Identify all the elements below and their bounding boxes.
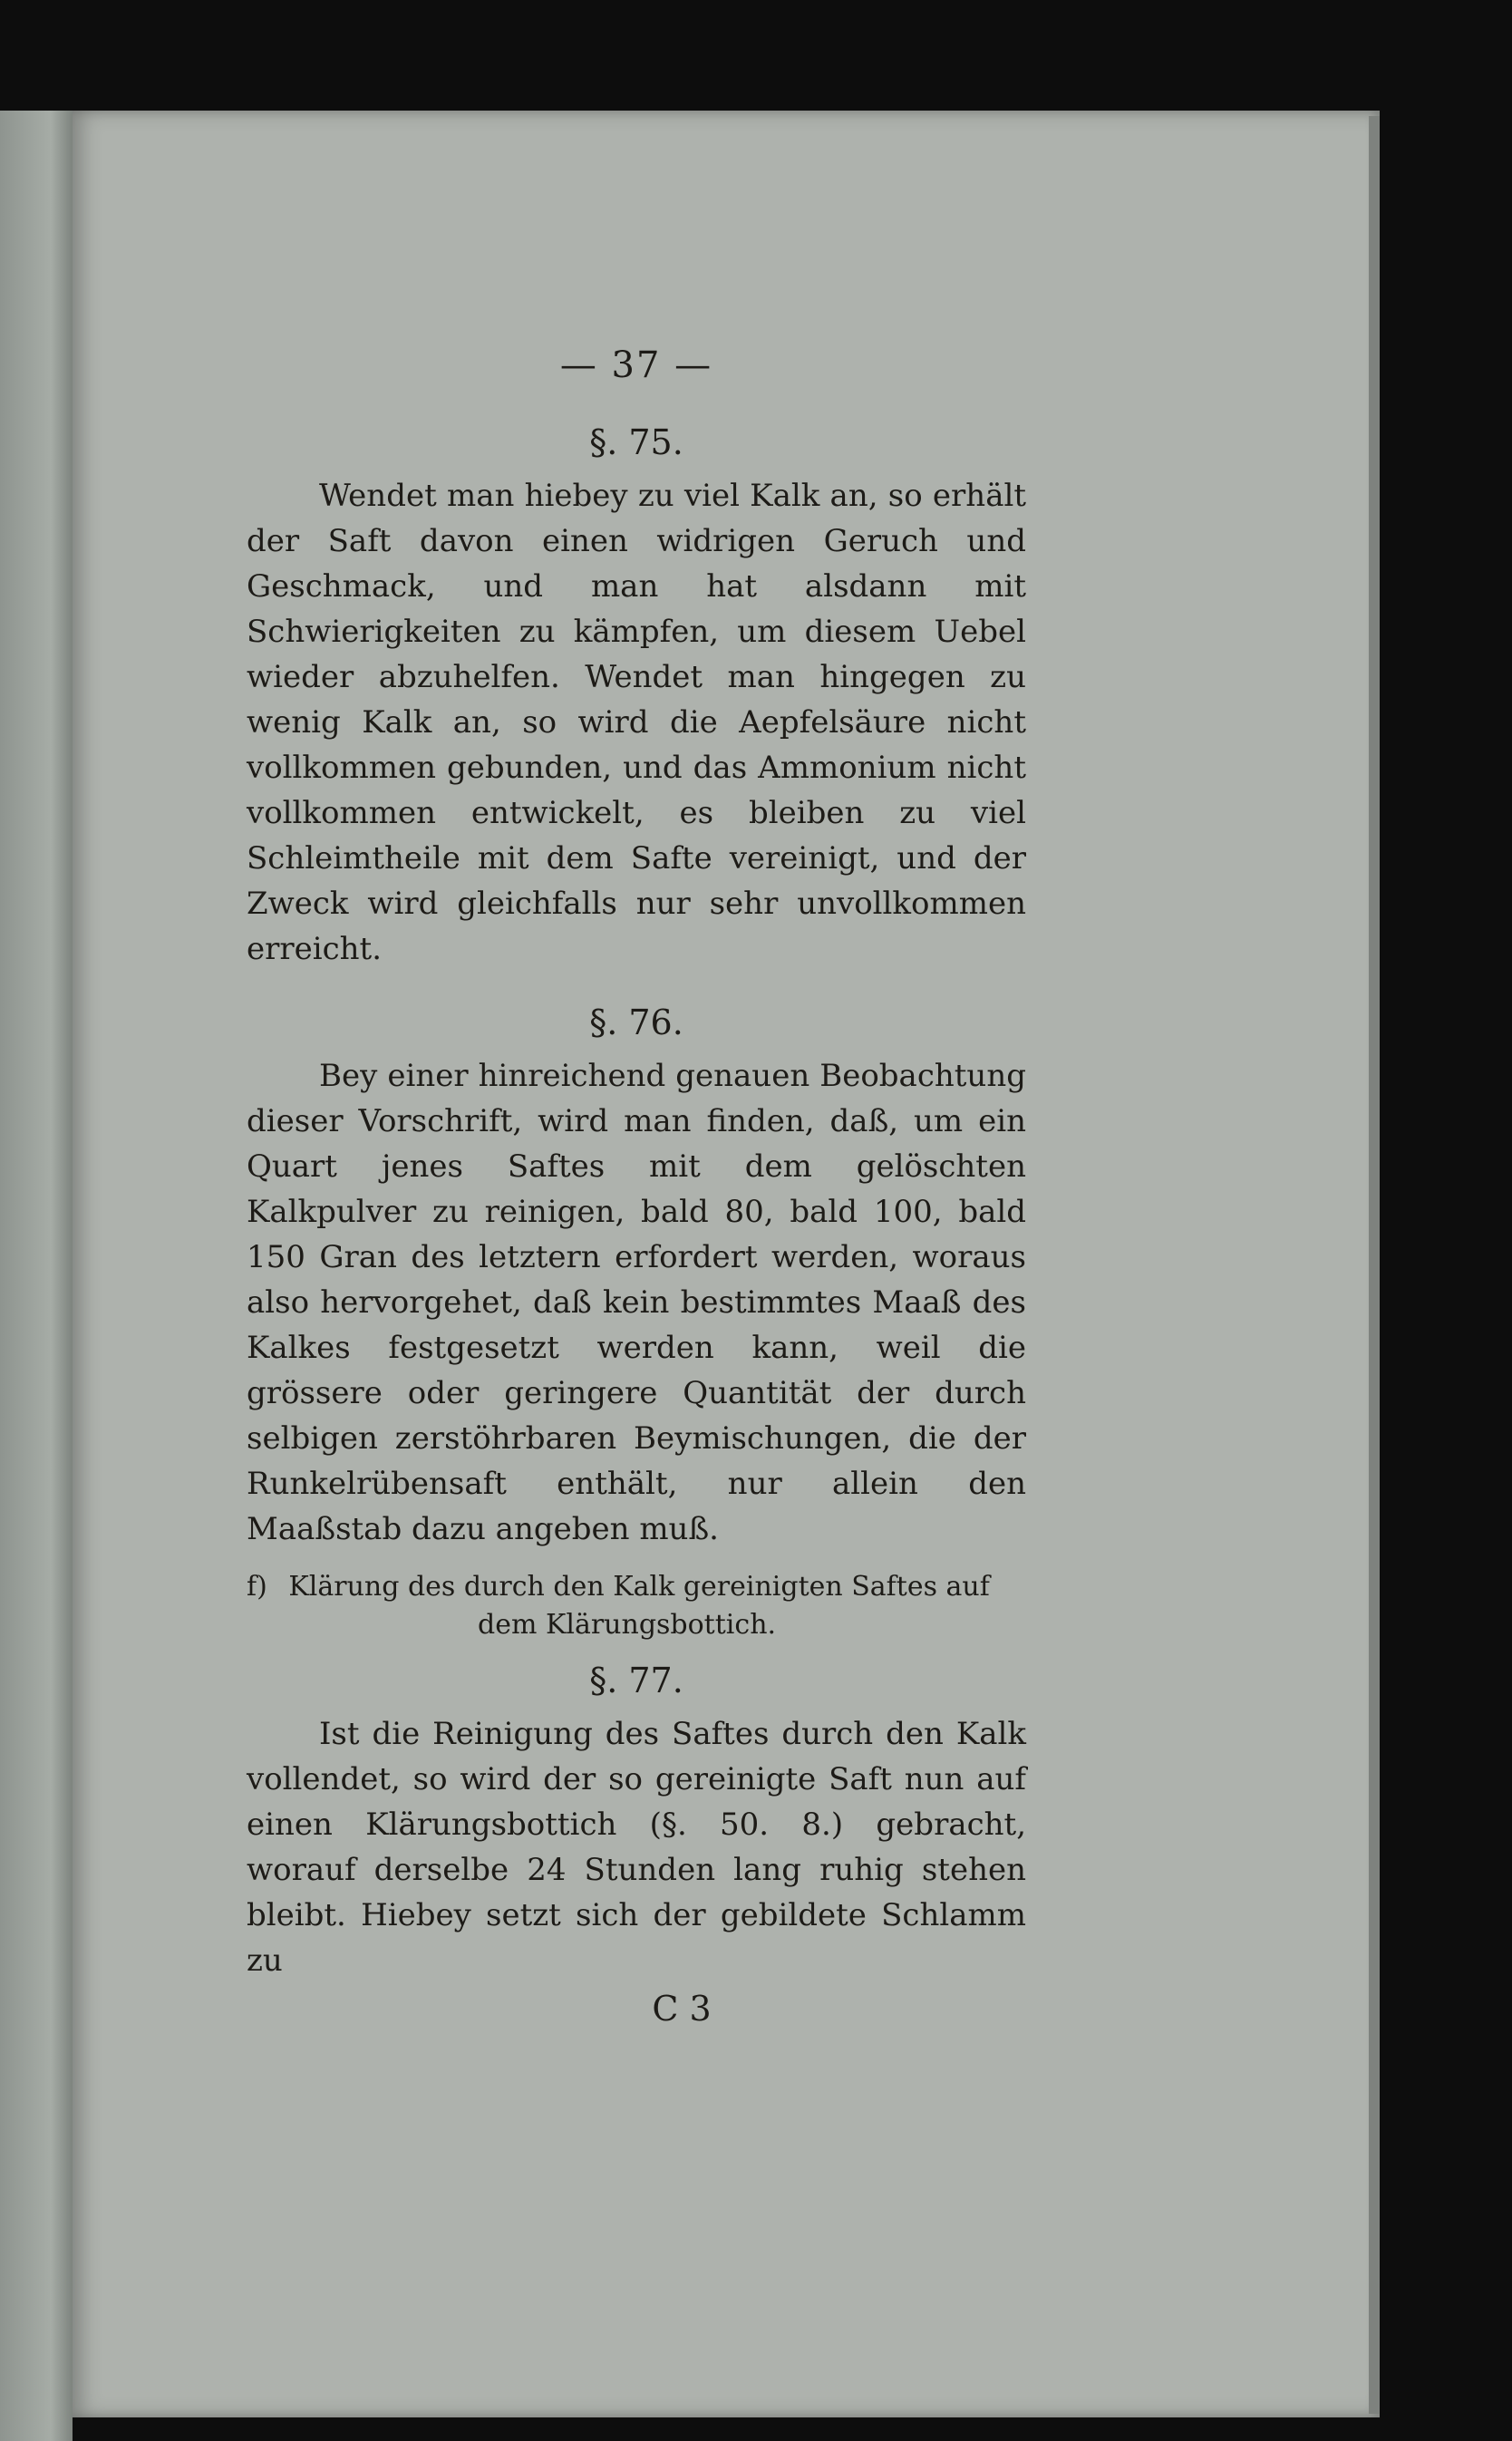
- signature-mark: C 3: [652, 1989, 712, 2029]
- facing-page-edge: [0, 111, 73, 2441]
- section-heading-76: §. 76.: [589, 1003, 683, 1042]
- subheading-line-2: dem Klärungsbottich.: [478, 1609, 777, 1641]
- section-paragraph-77: Ist die Reinigung des Saftes durch den Kalk vollendet, so wird der so gereinigte Saft nun auf einen Klärungsbottich (§. 50. 8.) gebracht, worauf derselbe 24 Stunden lang ruhig stehen bleibt. Hiebey setzt sich der gebildete Schlamm zu: [247, 1716, 1026, 1979]
- section-paragraph-76: Bey einer hinreichend genauen Beobachtung dieser Vorschrift, wird man finden, daß, um ein Quart jenes Saftes mit dem gelöschten Kalkpulver zu reinigen, bald 80, bald 100, bald 150 Gran des letztern erfordert werden, woraus also hervorgehet, daß kein bestimmtes Maaß des Kalkes festgesetzt werden kann, weil die grössere oder geringere Quantität der durch selbigen zerstöhrbaren Beymischungen, die der Runkelrübensaft enthält, nur allein den Maaßstab dazu angeben muß.: [247, 1058, 1026, 1547]
- subheading-f: [247, 1568, 1026, 1644]
- section-heading-75: §. 75.: [589, 422, 683, 462]
- page-text-block: [247, 344, 1026, 2029]
- section-heading-77: §. 77.: [589, 1661, 683, 1700]
- page-edge-shadow: [1369, 116, 1380, 2414]
- page-number: — 37 —: [559, 344, 713, 386]
- subheading-label: f): [247, 1571, 267, 1603]
- section-paragraph-75: Wendet man hiebey zu viel Kalk an, so erhält der Saft davon einen widrigen Geruch und Geschmack, und man hat alsdann mit Schwierigkeiten zu kämpfen, um diesem Uebel wieder abzuhelfen. Wendet man hingegen zu wenig Kalk an, so wird die Aepfelsäure nicht vollkommen gebunden, und das Ammonium nicht vollkommen entwickelt, es bleiben zu viel Schleimtheile mit dem Safte vereinigt, und der Zweck wird gleichfalls nur sehr unvollkommen erreicht.: [247, 478, 1026, 967]
- subheading-line-1: Klärung des durch den Kalk gereinigten Saftes auf: [288, 1571, 990, 1603]
